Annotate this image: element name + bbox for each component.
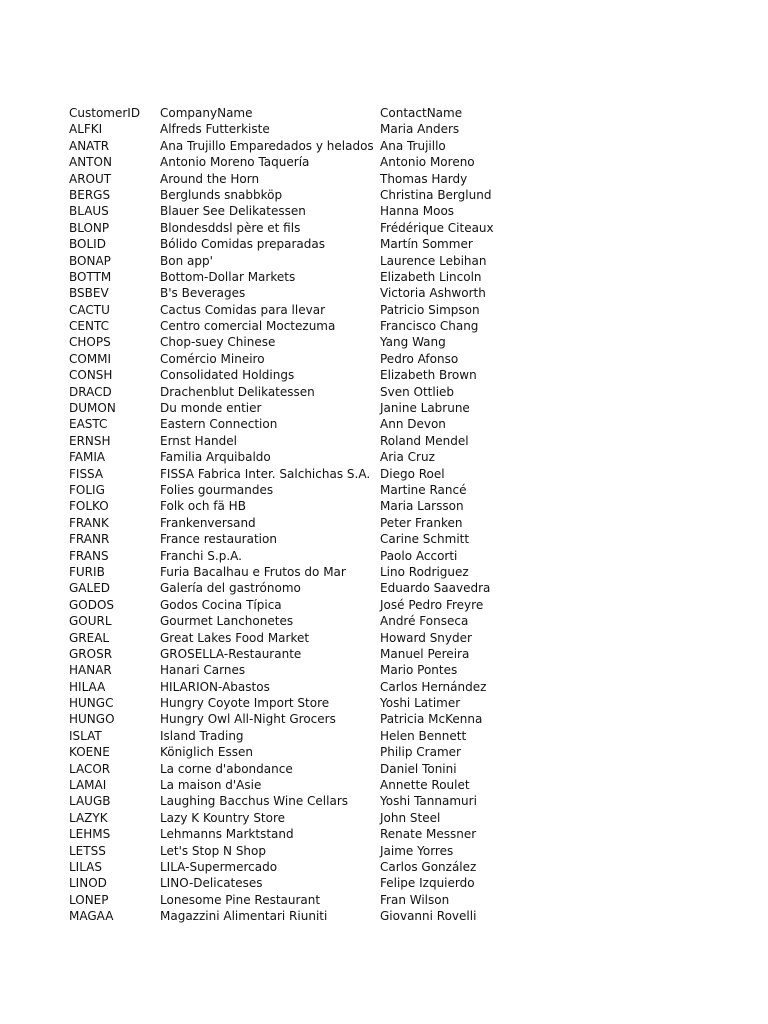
cell-company-name: FISSA Fabrica Inter. Salchichas S.A. bbox=[160, 466, 371, 481]
table-row bbox=[69, 679, 749, 695]
cell-company-name: Gourmet Lanchonetes bbox=[160, 614, 294, 629]
cell-contact-name: Antonio Moreno bbox=[380, 155, 475, 170]
cell-contact-name: Elizabeth Brown bbox=[380, 368, 477, 383]
header-customer-id: CustomerID bbox=[69, 106, 141, 120]
cell-company-name: Ana Trujillo Emparedados y helados bbox=[160, 138, 374, 153]
cell-contact-name: Howard Snyder bbox=[380, 630, 472, 645]
cell-contact-name: Sven Ottlieb bbox=[380, 384, 455, 399]
table-row bbox=[69, 711, 749, 727]
cell-contact-name: Maria Anders bbox=[380, 122, 460, 137]
cell-contact-name: Daniel Tonini bbox=[380, 761, 457, 776]
cell-company-name: HILARION-Abastos bbox=[160, 679, 270, 694]
cell-customer-id: ANATR bbox=[69, 138, 110, 153]
cell-customer-id: BLAUS bbox=[69, 204, 109, 219]
cell-contact-name: Eduardo Saavedra bbox=[380, 581, 491, 596]
cell-customer-id: CHOPS bbox=[69, 335, 111, 350]
cell-company-name: Bólido Comidas preparadas bbox=[160, 237, 325, 252]
table-row bbox=[69, 531, 749, 547]
cell-company-name: Chop-suey Chinese bbox=[160, 335, 276, 350]
cell-customer-id: AROUT bbox=[69, 171, 112, 186]
cell-contact-name: Felipe Izquierdo bbox=[380, 876, 475, 891]
cell-customer-id: LINOD bbox=[69, 876, 107, 891]
cell-contact-name: Pedro Afonso bbox=[380, 351, 459, 366]
cell-contact-name: John Steel bbox=[380, 810, 441, 825]
table-row bbox=[69, 351, 749, 367]
customer-table bbox=[69, 105, 749, 925]
cell-contact-name: Ana Trujillo bbox=[380, 138, 446, 153]
cell-company-name: Berglunds snabbköp bbox=[160, 187, 283, 202]
cell-contact-name: Elizabeth Lincoln bbox=[380, 269, 482, 284]
cell-contact-name: Annette Roulet bbox=[380, 778, 470, 793]
cell-contact-name: Patricia McKenna bbox=[380, 712, 483, 727]
cell-company-name: Ernst Handel bbox=[160, 433, 237, 448]
cell-company-name: Frankenversand bbox=[160, 515, 256, 530]
cell-company-name: Comércio Mineiro bbox=[160, 351, 265, 366]
cell-company-name: Bon app' bbox=[160, 253, 213, 268]
table-row bbox=[69, 138, 749, 154]
cell-customer-id: HUNGO bbox=[69, 712, 115, 727]
cell-company-name: Furia Bacalhau e Frutos do Mar bbox=[160, 564, 346, 579]
cell-customer-id: EASTC bbox=[69, 417, 108, 432]
cell-contact-name: Peter Franken bbox=[380, 515, 463, 530]
cell-contact-name: Carine Schmitt bbox=[380, 532, 470, 547]
cell-company-name: Hungry Owl All-Night Grocers bbox=[160, 712, 336, 727]
cell-contact-name: Laurence Lebihan bbox=[380, 253, 487, 268]
cell-contact-name: Paolo Accorti bbox=[380, 548, 458, 563]
table-row bbox=[69, 171, 749, 187]
cell-company-name: Godos Cocina Típica bbox=[160, 597, 282, 612]
cell-customer-id: CENTC bbox=[69, 319, 109, 334]
table-row bbox=[69, 580, 749, 596]
cell-customer-id: LILAS bbox=[69, 859, 103, 874]
cell-contact-name: Aria Cruz bbox=[380, 450, 435, 465]
cell-company-name: Folies gourmandes bbox=[160, 482, 274, 497]
table-row bbox=[69, 613, 749, 629]
cell-customer-id: GALED bbox=[69, 581, 111, 596]
cell-customer-id: BSBEV bbox=[69, 286, 109, 301]
cell-contact-name: Lino Rodriguez bbox=[380, 564, 469, 579]
table-row bbox=[69, 154, 749, 170]
cell-customer-id: FISSA bbox=[69, 466, 104, 481]
cell-customer-id: LEHMS bbox=[69, 827, 111, 842]
table-row bbox=[69, 236, 749, 252]
cell-contact-name: Jaime Yorres bbox=[380, 843, 454, 858]
cell-company-name: La corne d'abondance bbox=[160, 761, 293, 776]
cell-contact-name: Ann Devon bbox=[380, 417, 446, 432]
cell-contact-name: Thomas Hardy bbox=[380, 171, 468, 186]
table-row bbox=[69, 269, 749, 285]
table-row bbox=[69, 187, 749, 203]
table-header-row bbox=[69, 105, 749, 121]
cell-customer-id: ERNSH bbox=[69, 433, 111, 448]
table-body bbox=[69, 121, 749, 924]
table-row bbox=[69, 646, 749, 662]
cell-customer-id: DRACD bbox=[69, 384, 112, 399]
table-row bbox=[69, 728, 749, 744]
cell-customer-id: HILAA bbox=[69, 679, 106, 694]
header-company-name: CompanyName bbox=[160, 106, 253, 120]
table-row bbox=[69, 121, 749, 137]
cell-customer-id: GOURL bbox=[69, 614, 112, 629]
cell-company-name: Du monde entier bbox=[160, 401, 262, 416]
cell-contact-name: Roland Mendel bbox=[380, 433, 469, 448]
cell-company-name: Königlich Essen bbox=[160, 745, 253, 760]
cell-contact-name: Martín Sommer bbox=[380, 237, 473, 252]
table-row bbox=[69, 793, 749, 809]
cell-customer-id: LAUGB bbox=[69, 794, 111, 809]
table-row bbox=[69, 416, 749, 432]
table-row bbox=[69, 630, 749, 646]
cell-contact-name: Renate Messner bbox=[380, 827, 477, 842]
table-row bbox=[69, 334, 749, 350]
cell-customer-id: BONAP bbox=[69, 253, 111, 268]
cell-contact-name: Frédérique Citeaux bbox=[380, 220, 494, 235]
cell-contact-name: Helen Bennett bbox=[380, 728, 467, 743]
cell-customer-id: ANTON bbox=[69, 155, 112, 170]
cell-company-name: Eastern Connection bbox=[160, 417, 278, 432]
table-row bbox=[69, 826, 749, 842]
cell-customer-id: CACTU bbox=[69, 302, 110, 317]
table-row bbox=[69, 908, 749, 924]
cell-customer-id: KOENE bbox=[69, 745, 110, 760]
cell-customer-id: FURIB bbox=[69, 564, 105, 579]
cell-company-name: Island Trading bbox=[160, 728, 244, 743]
table-row bbox=[69, 597, 749, 613]
table-row bbox=[69, 400, 749, 416]
cell-customer-id: GROSR bbox=[69, 646, 113, 661]
cell-contact-name: Hanna Moos bbox=[380, 204, 455, 219]
cell-customer-id: LETSS bbox=[69, 843, 106, 858]
cell-contact-name: Maria Larsson bbox=[380, 499, 464, 514]
table-row bbox=[69, 892, 749, 908]
cell-customer-id: FOLKO bbox=[69, 499, 109, 514]
cell-contact-name: Mario Pontes bbox=[380, 663, 458, 678]
table-row bbox=[69, 220, 749, 236]
cell-company-name: Bottom-Dollar Markets bbox=[160, 269, 296, 284]
table-row bbox=[69, 695, 749, 711]
cell-company-name: LILA-Supermercado bbox=[160, 859, 278, 874]
cell-company-name: Consolidated Holdings bbox=[160, 368, 295, 383]
cell-customer-id: CONSH bbox=[69, 368, 113, 383]
cell-customer-id: LAMAI bbox=[69, 778, 107, 793]
cell-customer-id: GREAL bbox=[69, 630, 110, 645]
table-row bbox=[69, 761, 749, 777]
cell-company-name: Great Lakes Food Market bbox=[160, 630, 310, 645]
table-row bbox=[69, 367, 749, 383]
cell-customer-id: COMMI bbox=[69, 351, 112, 366]
cell-contact-name: Fran Wilson bbox=[380, 892, 450, 907]
cell-company-name: Lonesome Pine Restaurant bbox=[160, 892, 321, 907]
table-row bbox=[69, 384, 749, 400]
table-row bbox=[69, 466, 749, 482]
cell-customer-id: MAGAA bbox=[69, 909, 114, 924]
table-row bbox=[69, 777, 749, 793]
table-row bbox=[69, 564, 749, 580]
cell-company-name: Alfreds Futterkiste bbox=[160, 122, 270, 137]
cell-contact-name: Martine Rancé bbox=[380, 482, 467, 497]
cell-contact-name: Yoshi Latimer bbox=[380, 696, 461, 711]
cell-company-name: Centro comercial Moctezuma bbox=[160, 319, 336, 334]
table-row bbox=[69, 433, 749, 449]
cell-contact-name: Carlos González bbox=[380, 859, 477, 874]
cell-company-name: Lazy K Kountry Store bbox=[160, 810, 286, 825]
cell-company-name: Hanari Carnes bbox=[160, 663, 246, 678]
table-row bbox=[69, 515, 749, 531]
cell-customer-id: BOTTM bbox=[69, 269, 112, 284]
cell-company-name: Folk och fä HB bbox=[160, 499, 246, 514]
cell-company-name: Blauer See Delikatessen bbox=[160, 204, 306, 219]
table-row bbox=[69, 253, 749, 269]
table-row bbox=[69, 859, 749, 875]
table-row bbox=[69, 449, 749, 465]
cell-company-name: GROSELLA-Restaurante bbox=[160, 646, 302, 661]
table-row bbox=[69, 482, 749, 498]
cell-customer-id: FRANR bbox=[69, 532, 110, 547]
cell-contact-name: Yang Wang bbox=[380, 335, 446, 350]
table-row bbox=[69, 744, 749, 760]
cell-customer-id: HANAR bbox=[69, 663, 112, 678]
table-row bbox=[69, 875, 749, 891]
cell-contact-name: Victoria Ashworth bbox=[380, 286, 486, 301]
cell-company-name: France restauration bbox=[160, 532, 277, 547]
table-row bbox=[69, 285, 749, 301]
cell-contact-name: Diego Roel bbox=[380, 466, 445, 481]
cell-contact-name: Francisco Chang bbox=[380, 319, 479, 334]
header-contact-name: ContactName bbox=[380, 106, 463, 120]
table-row bbox=[69, 662, 749, 678]
cell-company-name: Familia Arquibaldo bbox=[160, 450, 271, 465]
cell-company-name: Around the Horn bbox=[160, 171, 260, 186]
cell-contact-name: Giovanni Rovelli bbox=[380, 909, 477, 924]
cell-customer-id: FOLIG bbox=[69, 482, 105, 497]
cell-company-name: Drachenblut Delikatessen bbox=[160, 384, 315, 399]
cell-company-name: Laughing Bacchus Wine Cellars bbox=[160, 794, 349, 809]
cell-customer-id: GODOS bbox=[69, 597, 115, 612]
cell-company-name: Let's Stop N Shop bbox=[160, 843, 266, 858]
table-row bbox=[69, 318, 749, 334]
cell-customer-id: FRANS bbox=[69, 548, 109, 563]
cell-customer-id: BLONP bbox=[69, 220, 110, 235]
cell-customer-id: LONEP bbox=[69, 892, 109, 907]
table-row bbox=[69, 843, 749, 859]
cell-customer-id: ISLAT bbox=[69, 728, 102, 743]
cell-contact-name: José Pedro Freyre bbox=[380, 597, 484, 612]
cell-customer-id: LACOR bbox=[69, 761, 111, 776]
cell-company-name: Lehmanns Marktstand bbox=[160, 827, 294, 842]
cell-contact-name: Carlos Hernández bbox=[380, 679, 487, 694]
cell-company-name: Hungry Coyote Import Store bbox=[160, 696, 330, 711]
cell-contact-name: André Fonseca bbox=[380, 614, 469, 629]
cell-customer-id: ALFKI bbox=[69, 122, 103, 137]
table-row bbox=[69, 498, 749, 514]
cell-company-name: Galería del gastrónomo bbox=[160, 581, 301, 596]
cell-customer-id: FAMIA bbox=[69, 450, 106, 465]
cell-company-name: Franchi S.p.A. bbox=[160, 548, 242, 563]
table-row bbox=[69, 810, 749, 826]
cell-contact-name: Christina Berglund bbox=[380, 187, 492, 202]
cell-company-name: LINO-Delicateses bbox=[160, 876, 263, 891]
cell-customer-id: DUMON bbox=[69, 401, 116, 416]
cell-company-name: Antonio Moreno Taquería bbox=[160, 155, 310, 170]
cell-contact-name: Janine Labrune bbox=[380, 401, 470, 416]
table-row bbox=[69, 302, 749, 318]
cell-customer-id: FRANK bbox=[69, 515, 109, 530]
table-row bbox=[69, 203, 749, 219]
cell-customer-id: BOLID bbox=[69, 237, 106, 252]
cell-contact-name: Patricio Simpson bbox=[380, 302, 480, 317]
cell-customer-id: HUNGC bbox=[69, 696, 114, 711]
cell-company-name: B's Beverages bbox=[160, 286, 246, 301]
cell-contact-name: Philip Cramer bbox=[380, 745, 461, 760]
cell-company-name: La maison d'Asie bbox=[160, 778, 262, 793]
cell-company-name: Blondesddsl père et fils bbox=[160, 220, 301, 235]
cell-customer-id: BERGS bbox=[69, 187, 111, 202]
cell-contact-name: Manuel Pereira bbox=[380, 646, 470, 661]
table-row bbox=[69, 548, 749, 564]
cell-customer-id: LAZYK bbox=[69, 810, 108, 825]
cell-company-name: Magazzini Alimentari Riuniti bbox=[160, 909, 328, 924]
cell-company-name: Cactus Comidas para llevar bbox=[160, 302, 325, 317]
cell-contact-name: Yoshi Tannamuri bbox=[380, 794, 477, 809]
